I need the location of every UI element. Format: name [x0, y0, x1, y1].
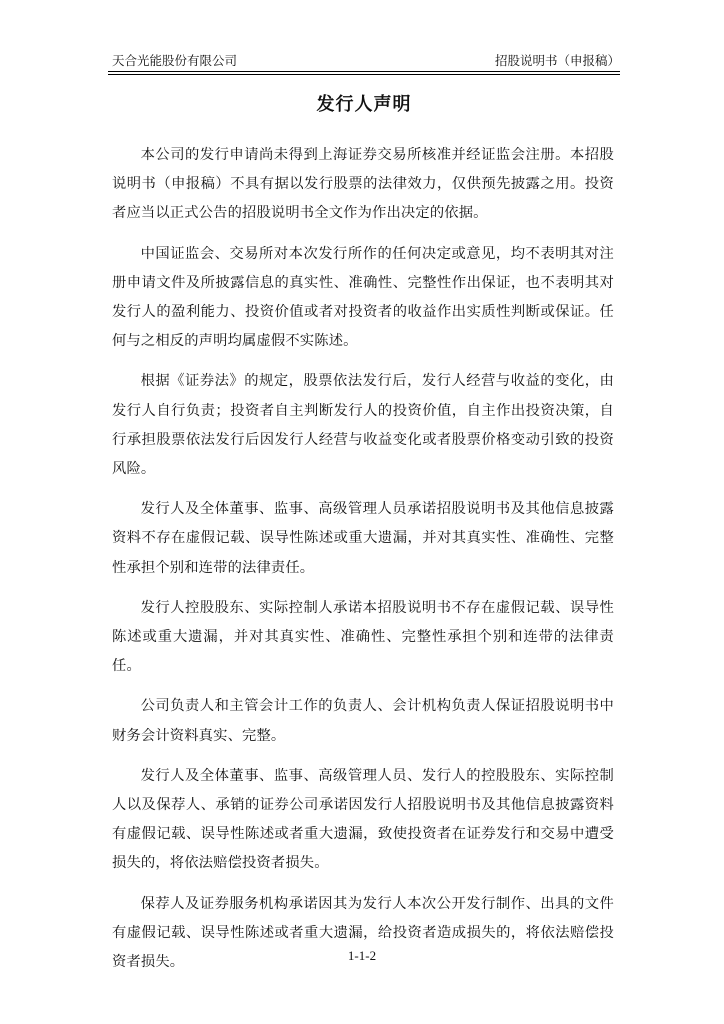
- paragraph-2: 中国证监会、交易所对本次发行所作的任何决定或意见，均不表明其对注册申请文件及所披露信息的真实性、准确性、完整性作出保证，也不表明其对发行人的盈利能力、投资价值或者对投资者的收益作出实质性判断或保证。任何与之相反的声明均属虚假不实陈述。: [112, 245, 614, 350]
- declaration-body: [112, 141, 614, 988]
- header-document-name: 招股说明书（申报稿）: [494, 53, 620, 68]
- paragraph-8: 保荐人及证券服务机构承诺因其为发行人本次公开发行制作、出具的文件有虚假记载、误导性陈述或者重大遗漏，给投资者造成损失的，将依法赔偿投资者损失。: [112, 895, 614, 971]
- paragraph-5: 发行人控股股东、实际控制人承诺本招股说明书不存在虚假记载、误导性陈述或重大遗漏，并对其真实性、准确性、完整性承担个别和连带的法律责任。: [112, 599, 614, 675]
- header-company-name: 天合光能股份有限公司: [112, 53, 238, 68]
- paragraph-4: 发行人及全体董事、监事、高级管理人员承诺招股说明书及其他信息披露资料不存在虚假记载、误导性陈述或重大遗漏，并对其真实性、准确性、完整性承担个别和连带的法律责任。: [112, 501, 614, 576]
- running-header: [108, 52, 620, 70]
- page-title: 发行人声明: [316, 94, 412, 115]
- paragraph-6: 公司负责人和主管会计工作的负责人、会计机构负责人保证招股说明书中财务会计资料真实、完整。: [112, 698, 614, 744]
- page-number: 1-1-2: [347, 948, 377, 963]
- header-rule-thin: [108, 74, 620, 75]
- paragraph-7: 发行人及全体董事、监事、高级管理人员、发行人的控股股东、实际控制人以及保荐人、承销的证券公司承诺因发行人招股说明书及其他信息披露资料有虚假记载、误导性陈述或者重大遗漏，致使投资者在证券发行和交易中遭受损失的，将依法赔偿投资者损失。: [112, 767, 614, 872]
- paragraph-3: 根据《证券法》的规定，股票依法发行后，发行人经营与收益的变化，由发行人自行负责；投资者自主判断发行人的投资价值，自主作出投资决策，自行承担股票依法发行后因发行人经营与收益变化或者股票价格变动引致的投资风险。: [112, 373, 614, 478]
- paragraph-1: 本公司的发行申请尚未得到上海证券交易所核准并经证监会注册。本招股说明书（申报稿）不具有据以发行股票的法律效力，仅供预先披露之用。投资者应当以正式公告的招股说明书全文作为作出决定的依据。: [112, 147, 614, 222]
- header-rule-thick: [108, 71, 620, 72]
